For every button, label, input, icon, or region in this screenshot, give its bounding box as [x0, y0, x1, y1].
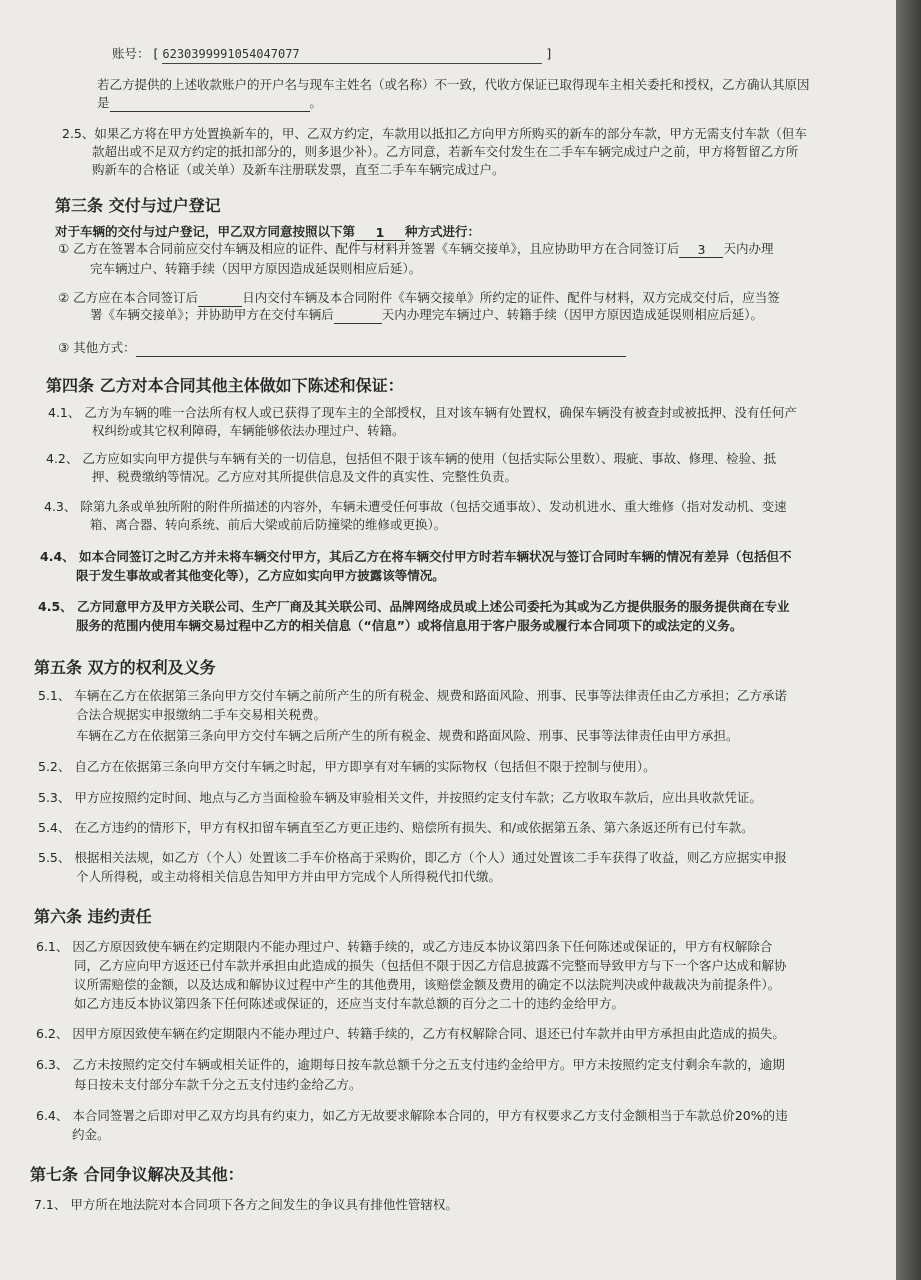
clause-5-4: 5.4、 在乙方违约的情形下，甲方有权扣留车辆直至乙方更正违约、赔偿所有损失、和/或依据第五条、第六条返还所有已付车款。	[38, 820, 754, 835]
text-line: 服务的范围内使用车辆交易过程中乙方的相关信息（“信息”）或将信息用于客户服务或履行本合同项下的或法定的义务。	[76, 618, 743, 633]
article-4-heading: 第四条 乙方对本合同其他主体做如下陈述和保证：	[46, 376, 404, 395]
clause-5-5: 5.5、 根据相关法规，如乙方（个人）处置该二手车价格高于采购价，即乙方（个人）通过处置该二手车获得了收益，则乙方应据实申报	[38, 850, 787, 865]
clause-2-5: 2.5、如果乙方将在甲方处置换新车的，甲、乙双方约定，车款用以抵扣乙方向甲方所购买的新车的部分车款，甲方无需支付车款（但车	[62, 126, 807, 141]
clause-5-3: 5.3、 甲方应按照约定时间、地点与乙方当面检验车辆及审验相关文件，并按照约定支付车款；乙方收取车款后，应出具收款凭证。	[38, 790, 762, 805]
clause-7-1: 7.1、 甲方所在地法院对本合同项下各方之间发生的争议具有排他性管辖权。	[34, 1197, 458, 1212]
clause-4-1: 4.1、 乙方为车辆的唯一合法所有权人或已获得了现车主的全部授权，且对该车辆有处置权，确保车辆没有被查封或被抵押、没有任何产	[48, 405, 797, 420]
option-1: ① 乙方在签署本合同前应交付车辆及相应的证件、配件与材料并签署《车辆交接单》，且应协助甲方在合同签订后 3 天内办理	[58, 241, 774, 257]
clause-5-1: 5.1、 车辆在乙方在依据第三条向甲方交付车辆之前所产生的所有税金、规费和路面风险、刑事、民事等法律责任由乙方承担；乙方承诺	[38, 688, 787, 703]
background-edge	[896, 0, 921, 1280]
text-line: 权纠纷或其它权利障碍，车辆能够依法办理过户、转籍。	[92, 423, 405, 438]
text-line: 购新车的合格证（或关单）及新车注册联发票，直至二手车车辆完成过户。	[92, 162, 505, 177]
clause-4-4: 4.4、 如本合同签订之时乙方并未将车辆交付甲方，其后乙方在将车辆交付甲方时若车辆状况与签订合同时车辆的情况有差异（包括但不	[40, 549, 792, 564]
text-line: 完车辆过户、转籍手续（因甲方原因造成延误则相应后延）。	[90, 261, 422, 276]
article-7-heading: 第七条 合同争议解决及其他：	[30, 1165, 244, 1184]
account-number: 6230399991054047077	[162, 45, 542, 64]
option-3: ③ 其他方式：	[58, 339, 626, 357]
text-line: 个人所得税，或主动将相关信息告知甲方并由甲方完成个人所得税代扣代缴。	[76, 869, 502, 884]
clause-4-5: 4.5、 乙方同意甲方及甲方关联公司、生产厂商及其关联公司、品牌网络成员或上述公司委托为其或为乙方提供服务的服务提供商在专业	[38, 599, 790, 614]
article-6-heading: 第六条 违约责任	[34, 907, 152, 926]
text-line: 押、税费缴纳等情况。乙方应对其所提供信息及文件的真实性、完整性负责。	[92, 469, 518, 484]
clause-6-1: 6.1、 因乙方原因致使车辆在约定期限内不能办理过户、转籍手续的，或乙方违反本协议第四条下任何陈述或保证的，甲方有权解除合	[36, 939, 773, 954]
text-line: 是 。	[97, 95, 323, 110]
text-line: 约金。	[72, 1127, 110, 1142]
option-1-days: 3	[679, 242, 723, 258]
delivery-method-value: 1	[355, 225, 405, 241]
article-5-heading: 第五条 双方的权利及义务	[34, 658, 216, 677]
account-row	[112, 45, 551, 64]
text-line: 若乙方提供的上述收款账户的开户名与现车主姓名（或名称）不一致，代收方保证已取得现车主相关委托和授权，乙方确认其原因	[97, 77, 810, 92]
clause-6-2: 6.2、 因甲方原因致使车辆在约定期限内不能办理过户、转籍手续的，乙方有权解除合同、退还已付车款并由甲方承担由此造成的损失。	[36, 1026, 785, 1041]
option-2: ② 乙方应在本合同签订后 日内交付车辆及本合同附件《车辆交接单》所约定的证件、配件与材料，双方完成交付后，应当签	[58, 290, 780, 305]
text-line: 合法合规据实申报缴纳二手车交易相关税费。	[76, 707, 327, 722]
clause-4-3: 4.3、 除第九条或单独所附的附件所描述的内容外，车辆未遭受任何事故（包括交通事故）、发动机进水、重大维修（指对发动机、变速	[44, 499, 787, 514]
text-line: 同，乙方应向甲方返还已付车款并承担由此造成的损失（包括但不限于因乙方信息披露不完整而导致甲方与下一个客户达成和解协	[74, 958, 787, 973]
account-open-bracket: [	[153, 46, 159, 61]
clause-4-2: 4.2、 乙方应如实向甲方提供与车辆有关的一切信息，包括但不限于该车辆的使用（包括实际公里数）、瑕疵、事故、修理、检验、抵	[46, 451, 777, 466]
clause-6-3: 6.3、 乙方未按照约定交付车辆或相关证件的，逾期每日按车款总额千分之五支付违约金给甲方。甲方未按照约定支付剩余车款的，逾期	[36, 1057, 785, 1072]
delivery-method-line: 对于车辆的交付与过户登记，甲乙双方同意按照以下第 1 种方式进行：	[55, 224, 481, 240]
text-line: 每日按未支付部分车款千分之五支付违约金给乙方。	[74, 1077, 362, 1092]
text-line: 箱、离合器、转向系统、前后大梁或前后防撞梁的维修或更换）。	[90, 517, 447, 532]
text-line: 署《车辆交接单》；并协助甲方在交付车辆后 天内办理完车辆过户、转籍手续（因甲方原因造成延误则相应后延）。	[90, 307, 764, 322]
text-line: 议所需赔偿的金额，以及达成和解协议过程中产生的其他费用，该赔偿金额及费用的确定不以法院判决或仲裁裁决为前提条件）。	[74, 977, 781, 992]
clause-5-2: 5.2、 自乙方在依据第三条向甲方交付车辆之时起，甲方即享有对车辆的实际物权（包括但不限于控制与使用）。	[38, 759, 656, 774]
article-3-heading: 第三条 交付与过户登记	[55, 196, 221, 215]
text-line: 车辆在乙方在依据第三条向甲方交付车辆之后所产生的所有税金、规费和路面风险、刑事、民事等法律责任由甲方承担。	[76, 728, 739, 743]
text-line: 款超出或不足双方约定的抵扣部分的，则多退少补）。乙方同意，若新车交付发生在二手车车辆完成过户之前，甲方将暂留乙方所	[92, 144, 799, 159]
text-line: 限于发生事故或者其他变化等），乙方应如实向甲方披露该等情况。	[76, 568, 445, 583]
account-label: 账号：	[112, 46, 150, 61]
account-close-bracket: ]	[546, 46, 552, 61]
clause-6-4: 6.4、 本合同签署之后即对甲乙双方均具有约束力，如乙方无故要求解除本合同的，甲方有权要求乙方支付金额相当于车款总价20%的违	[36, 1108, 788, 1123]
text-line: 如乙方违反本协议第四条下任何陈述或保证的，还应当支付车款总额的百分之二十的违约金给甲方。	[74, 996, 625, 1011]
